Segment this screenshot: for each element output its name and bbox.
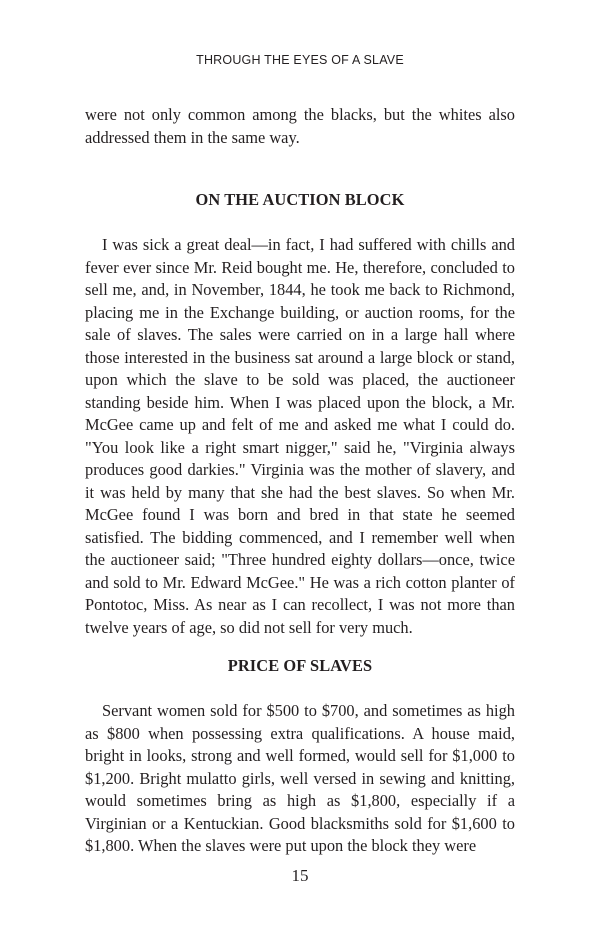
section-heading-price-of-slaves: PRICE OF SLAVES	[227, 656, 373, 675]
section-heading-auction-block: ON THE AUCTION BLOCK	[195, 190, 405, 209]
price-of-slaves-body	[85, 700, 515, 858]
continuation-paragraph: were not only common among the blacks, but the whites also addressed them in the same way.	[85, 105, 515, 147]
continuation-paragraph-block	[85, 104, 515, 149]
price-of-slaves-paragraph: Servant women sold for $500 to $700, and sometimes as high as $800 when possessing extra qualifications. A house maid, bright in looks, strong and well formed, would sell for $1,000 to $1,200. Bright mulatto girls, well versed in sewing and knitting, would sometimes bring as high as $1,800, especially if a Virginian or a Kentuckian. Good blacksmiths sold for $1,600 to $1,800. When the slaves were put upon the block they were	[85, 701, 515, 855]
page-number: 15	[291, 866, 309, 885]
auction-block-paragraph: I was sick a great deal—in fact, I had suffered with chills and fever ever since Mr. Reid bought me. He, therefore, concluded to sell me, and, in November, 1844, he took me back to Richmond, placing me in the Exchange building, or auction rooms, for the sale of slaves. The sales were carried on in a large hall where those interested in the business sat around a large block or stand, upon which the slave to be sold was placed, the auctioneer standing beside him. When I was placed upon the block, a Mr. McGee came up and felt of me and asked me what I could do. "You look like a right smart nigger," said he, "Virginia always produces good darkies." Virginia was the mother of slavery, and it was held by many that she had the best slaves. So when Mr. McGee found I was born and bred in that state he seemed satisfied. The bidding commenced, and I remember well when the auctioneer said; "Three hundred eighty dollars—once, twice and sold to Mr. Edward McGee." He was a rich cotton planter of Pontotoc, Miss. As near as I can recollect, I was not more than twelve years of age, so did not sell for very much.	[85, 235, 515, 637]
running-head: THROUGH THE EYES OF A SLAVE	[196, 53, 404, 67]
auction-block-body	[85, 234, 515, 639]
